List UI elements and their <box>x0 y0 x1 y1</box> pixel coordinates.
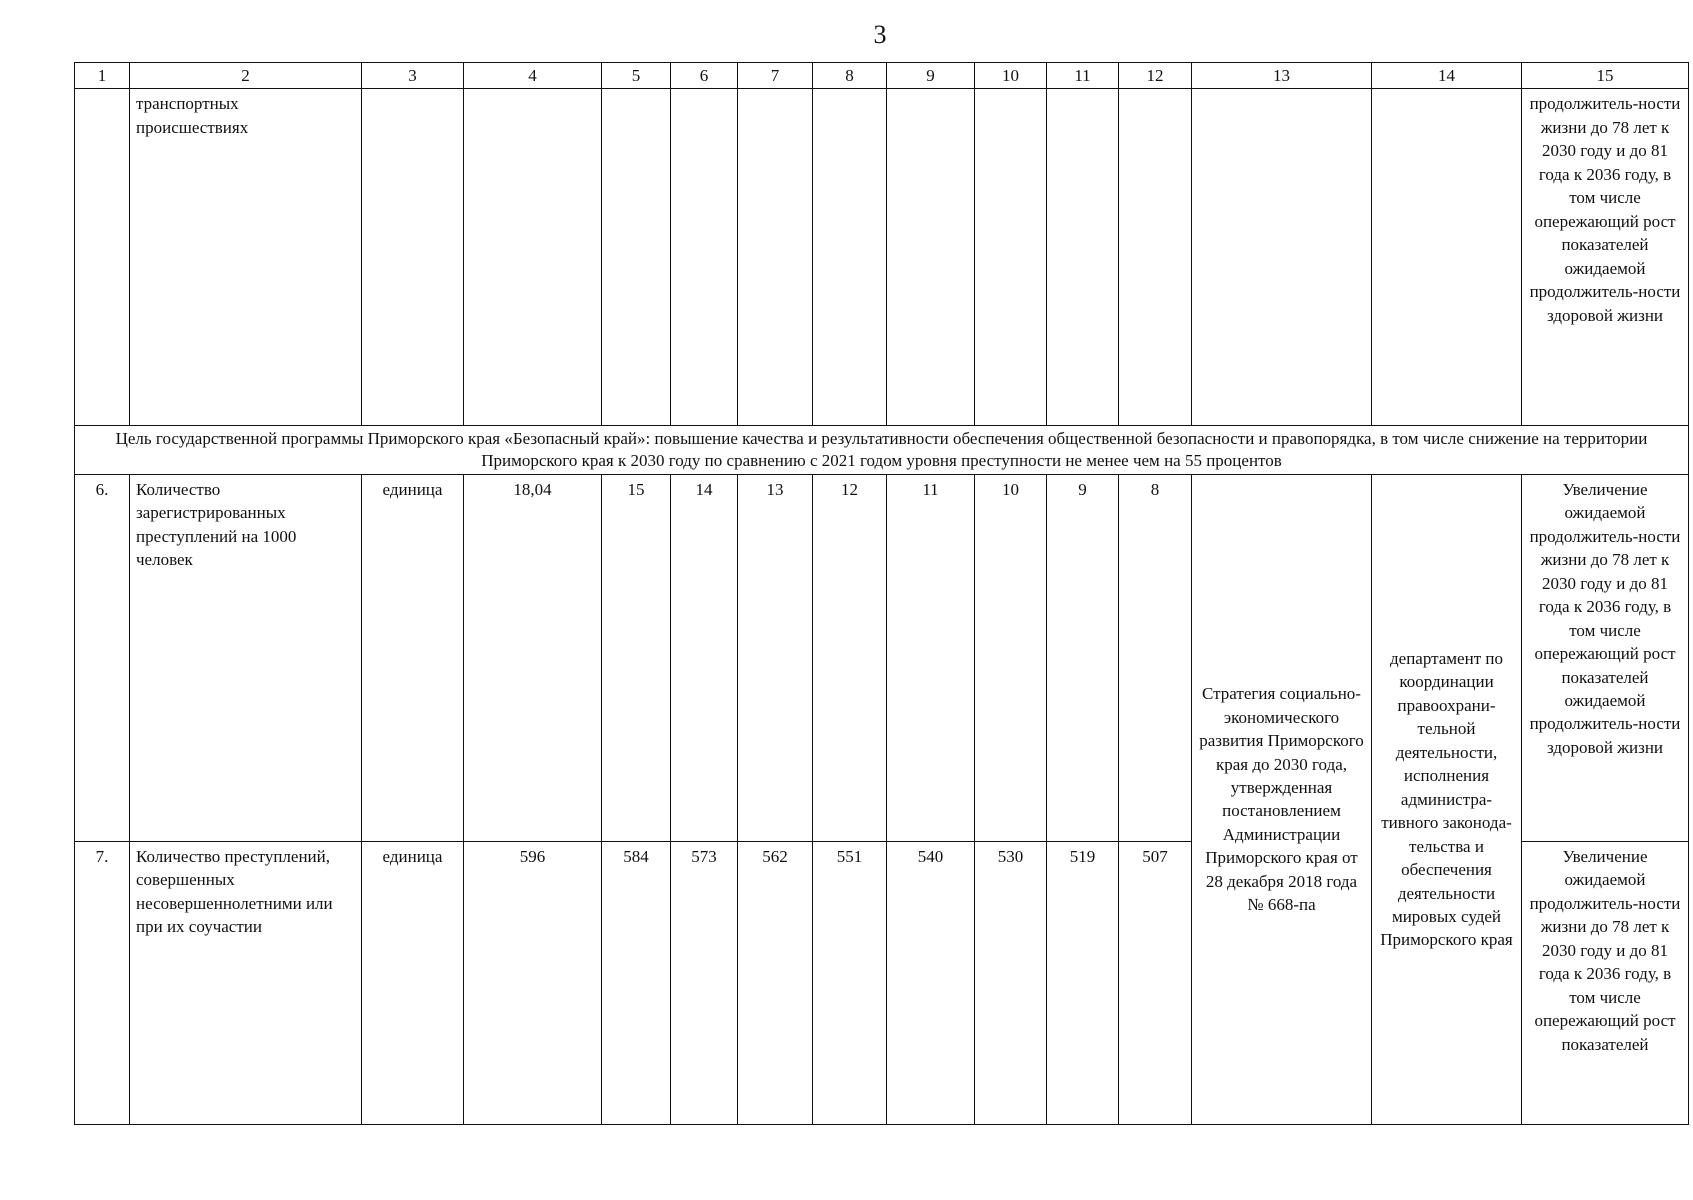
cell-value-7: 562 <box>738 841 813 1124</box>
cell-value-6: 573 <box>671 841 738 1124</box>
cell-number: 7. <box>75 841 130 1124</box>
cell-value-7: 13 <box>738 474 813 841</box>
goal-row <box>75 426 1689 475</box>
cell-indicator-name: транспортных происшествиях <box>130 89 362 426</box>
col-header: 10 <box>975 63 1047 89</box>
cell-value-5: 15 <box>602 474 671 841</box>
cell-empty <box>362 89 464 426</box>
header-row <box>75 63 1689 89</box>
col-header: 11 <box>1047 63 1119 89</box>
cell-empty <box>1192 89 1372 426</box>
col-header: 15 <box>1522 63 1689 89</box>
col-header: 2 <box>130 63 362 89</box>
col-header: 12 <box>1119 63 1192 89</box>
cell-empty <box>1372 89 1522 426</box>
page-number: 3 <box>873 20 887 49</box>
col-header: 1 <box>75 63 130 89</box>
cell-value-6: 14 <box>671 474 738 841</box>
col-header: 14 <box>1372 63 1522 89</box>
cell-empty <box>738 89 813 426</box>
col-header: 5 <box>602 63 671 89</box>
cell-value-10: 530 <box>975 841 1047 1124</box>
cell-empty <box>1047 89 1119 426</box>
table-row-continued <box>75 89 1689 426</box>
cell-empty <box>975 89 1047 426</box>
cell-value-11: 519 <box>1047 841 1119 1124</box>
cell-value-8: 12 <box>813 474 887 841</box>
cell-value-8: 551 <box>813 841 887 1124</box>
cell-unit: единица <box>362 841 464 1124</box>
program-goal-text: Цель государственной программы Приморского края «Безопасный край»: повышение качества и результативности обеспечения общественной безопасности и правопорядка, в том числе снижение на территории Приморского края к 2030 году по сравнению с 2021 годом уровня преступности не менее чем на 55 процентов <box>75 426 1689 475</box>
cell-responsible-department: департамент по координации правоохрани-тельной деятельности, исполнения администра-тивного законода-тельства и обеспечения деятельности мировых судей Приморского края <box>1372 474 1522 1124</box>
cell-empty <box>671 89 738 426</box>
cell-empty <box>464 89 602 426</box>
cell-value-12: 8 <box>1119 474 1192 841</box>
cell-value-4: 18,04 <box>464 474 602 841</box>
cell-number: 6. <box>75 474 130 841</box>
col-header: 8 <box>813 63 887 89</box>
cell-empty <box>887 89 975 426</box>
cell-value-10: 10 <box>975 474 1047 841</box>
cell-empty <box>813 89 887 426</box>
cell-strategy-document: Стратегия социально-экономического развития Приморского края до 2030 года, утвержденная постановлением Администрации Приморского края от 28 декабря 2018 года № 668-па <box>1192 474 1372 1124</box>
cell-value-12: 507 <box>1119 841 1192 1124</box>
cell-national-goal: Увеличение ожидаемой продолжитель-ности жизни до 78 лет к 2030 году и до 81 года к 2036 году, в том числе опережающий рост показателей <box>1522 841 1689 1124</box>
col-header: 4 <box>464 63 602 89</box>
cell-value-4: 596 <box>464 841 602 1124</box>
col-header: 3 <box>362 63 464 89</box>
cell-empty <box>1119 89 1192 426</box>
col-header: 9 <box>887 63 975 89</box>
table-row-6 <box>75 474 1689 841</box>
col-header: 13 <box>1192 63 1372 89</box>
cell-empty <box>602 89 671 426</box>
cell-value-5: 584 <box>602 841 671 1124</box>
cell-number <box>75 89 130 426</box>
cell-unit: единица <box>362 474 464 841</box>
cell-national-goal: Увеличение ожидаемой продолжитель-ности жизни до 78 лет к 2030 году и до 81 года к 2036 году, в том числе опережающий рост показателей ожидаемой продолжитель-ности здоровой жизни <box>1522 474 1689 841</box>
col-header: 7 <box>738 63 813 89</box>
cell-indicator-name: Количество зарегистрированных преступлений на 1000 человек <box>130 474 362 841</box>
indicators-table <box>74 62 1689 1125</box>
cell-value-9: 11 <box>887 474 975 841</box>
col-header: 6 <box>671 63 738 89</box>
cell-national-goal: продолжитель-ности жизни до 78 лет к 2030 году и до 81 года к 2036 году, в том числе опережающий рост показателей ожидаемой продолжитель-ности здоровой жизни <box>1522 89 1689 426</box>
cell-value-11: 9 <box>1047 474 1119 841</box>
cell-value-9: 540 <box>887 841 975 1124</box>
cell-indicator-name: Количество преступлений, совершенных несовершеннолетними или при их соучастии <box>130 841 362 1124</box>
